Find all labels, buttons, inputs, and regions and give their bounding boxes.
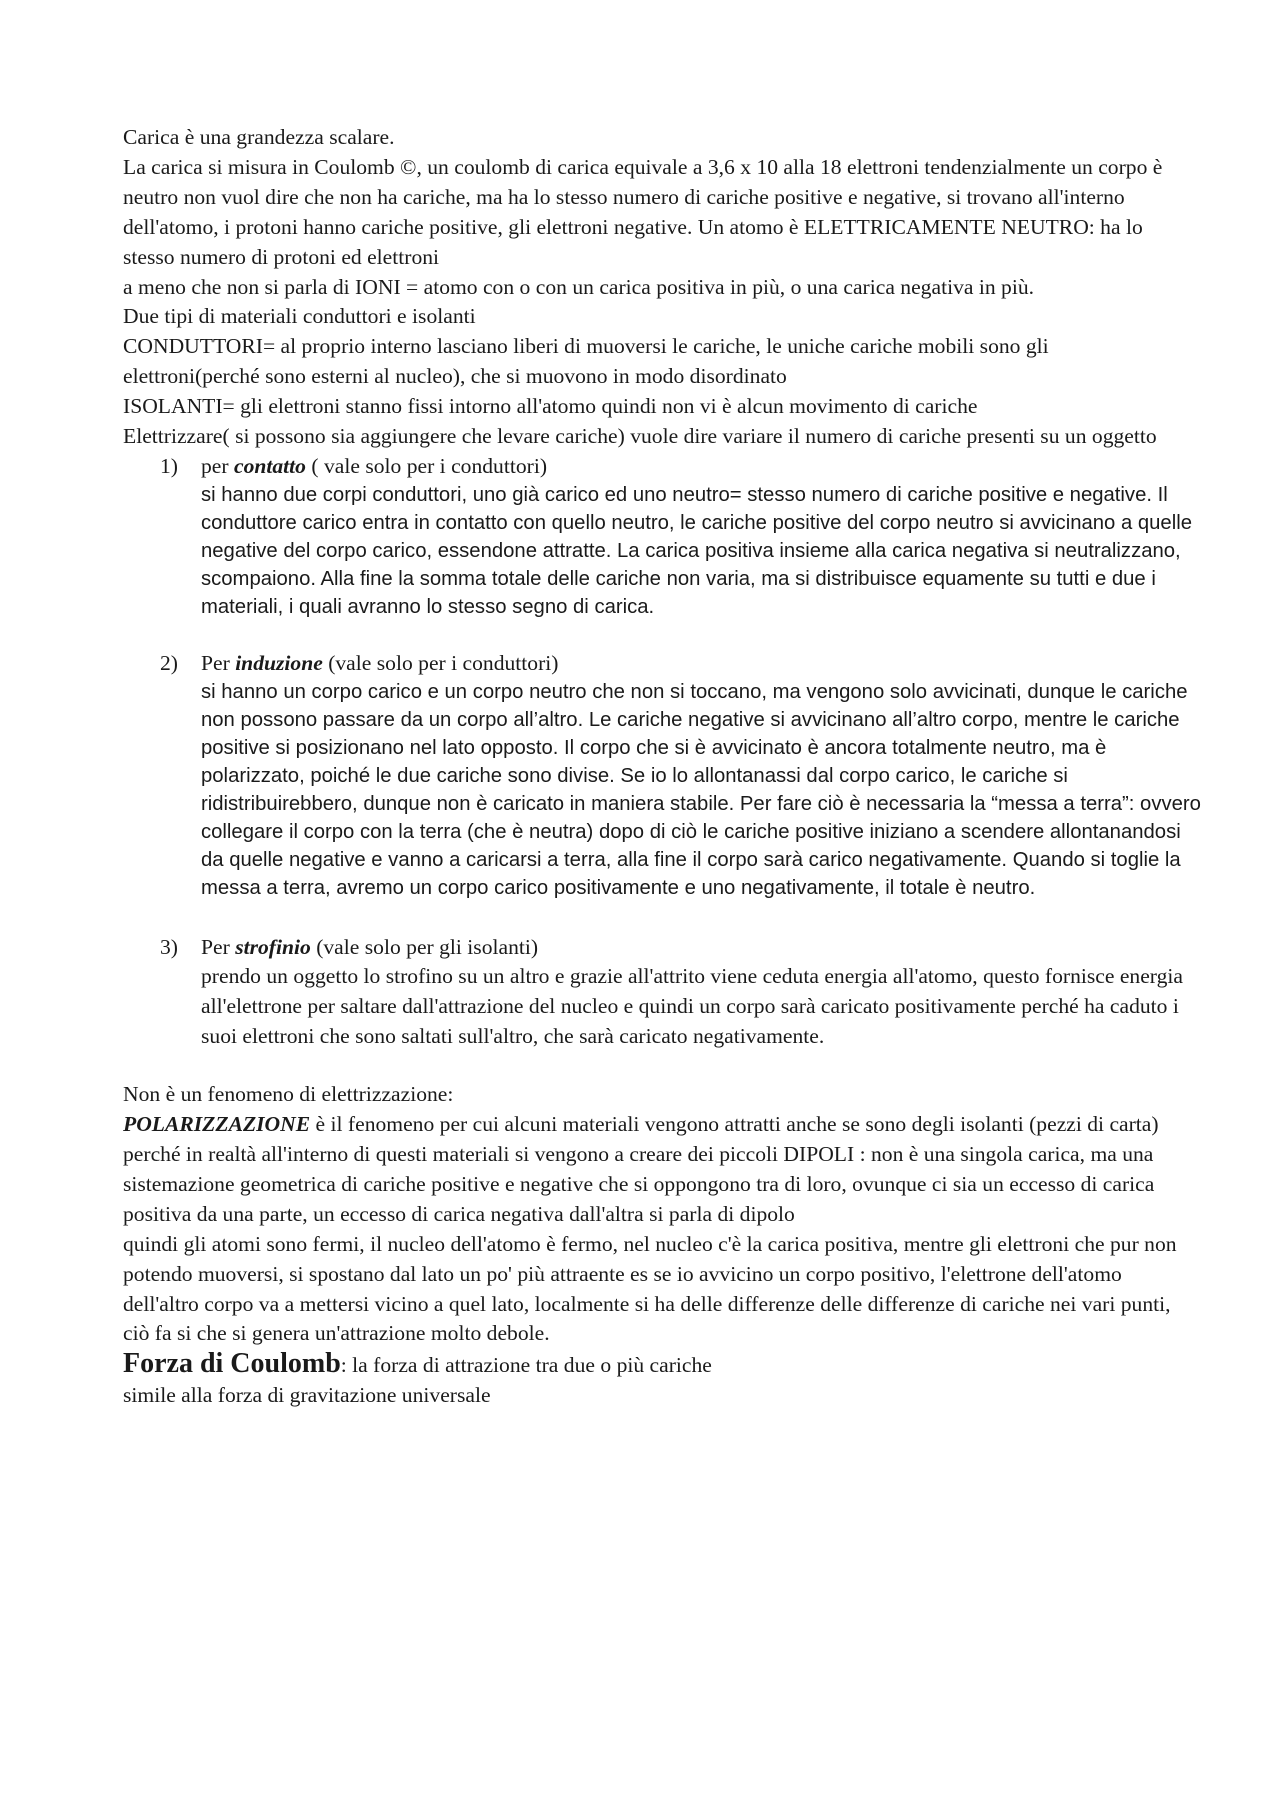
coulomb-unit-paragraph: La carica si misura in Coulomb ©, un coulomb di carica equivale a 3,6 x 10 alla 18 elettroni tendenzialmente un corpo è neutro non vuol dire che non ha cariche, ma ha lo stesso numero di cariche positive e negative, si trovano all'interno dell'atomo, i protoni hanno cariche positive, gli elettroni negative. Un atomo è ELETTRICAMENTE NEUTRO: ha lo stesso numero di protoni ed elettroni bbox=[123, 154, 1163, 269]
conduttori-paragraph: CONDUTTORI= al proprio interno lasciano liberi di muoversi le cariche, le uniche cariche mobili sono gli elettroni(perché sono esterni al nucleo), che si muovono in modo disordinato bbox=[123, 334, 1049, 389]
method-term: induzione bbox=[235, 651, 323, 676]
method-heading: Per induzione (vale solo per i conduttori) bbox=[201, 651, 559, 676]
method-term: strofinio bbox=[235, 934, 311, 959]
ioni-paragraph: a meno che non si parla di IONI = atomo con o con un carica positiva in più, o una carica negativa in più. bbox=[123, 274, 1035, 299]
coulomb-force-line: Forza di Coulomb: la forza di attrazione tra due o più cariche bbox=[123, 1348, 712, 1380]
list-item-induzione bbox=[123, 649, 1201, 902]
material-types-line: Due tipi di materiali conduttori e isolanti bbox=[123, 304, 476, 329]
method-heading: Per strofinio (vale solo per gli isolanti) bbox=[201, 934, 539, 959]
list-item-strofinio bbox=[123, 933, 1183, 1053]
coulomb-term: Forza di Coulomb bbox=[123, 1348, 341, 1380]
atoms-paragraph: quindi gli atomi sono fermi, il nucleo dell'atomo è fermo, nel nucleo c'è la carica positiva, mentre gli elettroni che pur non potendo muoversi, si spostano dal lato un po' più attraente es se io avvicino un corpo positivo, l'elettrone dell'atomo dell'altro corpo va a mettersi vicino a quel lato, localmente si ha delle differenze delle differenze di cariche nei vari punti, ciò fa si che si genera un'attrazione molto debole. bbox=[123, 1231, 1177, 1346]
list-number: 1) bbox=[160, 453, 178, 478]
list-number: 3) bbox=[160, 934, 178, 959]
list-number: 2) bbox=[160, 651, 178, 676]
polarization-paragraph: POLARIZZAZIONE è il fenomeno per cui alcuni materiali vengono attratti anche se sono degli isolanti (pezzi di carta) perché in realtà all'interno di questi materiali si vengono a creare dei piccoli DIPOLI : non è una singola carica, ma una sistemazione geometrica di cariche positive e negative che si oppongono tra di loro, ovunque ci sia un eccesso di carica positiva da una parte, un eccesso di carica negativa dall'altra si parla di dipolo bbox=[123, 1112, 1159, 1226]
elettrizzare-paragraph: Elettrizzare( si possono sia aggiungere che levare cariche) vuole dire variare il numero di cariche presenti su un oggetto bbox=[123, 424, 1157, 449]
method-body: prendo un oggetto lo strofino su un altro e grazie all'attrito viene ceduta energia all'atomo, questo fornisce energia all'elettrone per saltare dall'attrazione del nucleo e quindi un corpo sarà caricato positivamente perché ha caduto i suoi elettroni che sono saltati sull'altro, che sarà caricato negativamente. bbox=[201, 964, 1183, 1049]
electrification-methods-list bbox=[123, 452, 1201, 1052]
method-body: si hanno due corpi conduttori, uno già carico ed uno neutro= stesso numero di cariche positive e negative. Il conduttore carico entra in contatto con quello neutro, le cariche positive del corpo neutro si avvicinano a quelle negative del corpo carico, essendone attratte. La carica positiva insieme alla carica negativa si neutralizzano, scompaiono. Alla fine la somma totale delle cariche non varia, ma si distribuisce equamente su tutti e due i materiali, i quali avranno lo stesso segno di carica. bbox=[201, 483, 1192, 618]
method-heading: per contatto ( vale solo per i conduttori) bbox=[201, 453, 548, 478]
isolanti-paragraph: ISOLANTI= gli elettroni stanno fissi intorno all'atomo quindi non vi è alcun movimento di cariche bbox=[123, 394, 978, 419]
coulomb-gravity-line: simile alla forza di gravitazione universale bbox=[123, 1383, 491, 1408]
list-item-contatto bbox=[123, 452, 1192, 621]
method-body: si hanno un corpo carico e un corpo neutro che non si toccano, ma vengono solo avvicinati, dunque le cariche non possono passare da un corpo all’altro. Le cariche negative si avvicinano all’altro corpo, mentre le cariche positive si posizionano nel lato opposto. Il corpo che si è avvicinato è ancora totalmente neutro, ma è polarizzato, poiché le due cariche sono divise. Se io lo allontanassi dal corpo carico, le cariche si ridistribuirebbero, dunque non è caricato in maniera stabile. Per fare ciò è necessaria la “messa a terra”: ovvero collegare il corpo con la terra (che è neutra) dopo di ciò le cariche positive iniziano a scendere allontanandosi da quelle negative e vanno a caricarsi a terra, alla fine il corpo sarà carico negativamente. Quando si toglie la messa a terra, avremo un corpo carico positivamente e uno negativamente, il totale è neutro. bbox=[201, 681, 1201, 899]
polarization-intro: Non è un fenomeno di elettrizzazione: bbox=[123, 1082, 454, 1107]
intro-line: Carica è una grandezza scalare. bbox=[123, 125, 395, 149]
polarization-term: POLARIZZAZIONE bbox=[123, 1112, 311, 1137]
document-body bbox=[123, 123, 1201, 1411]
method-term: contatto bbox=[233, 453, 306, 478]
